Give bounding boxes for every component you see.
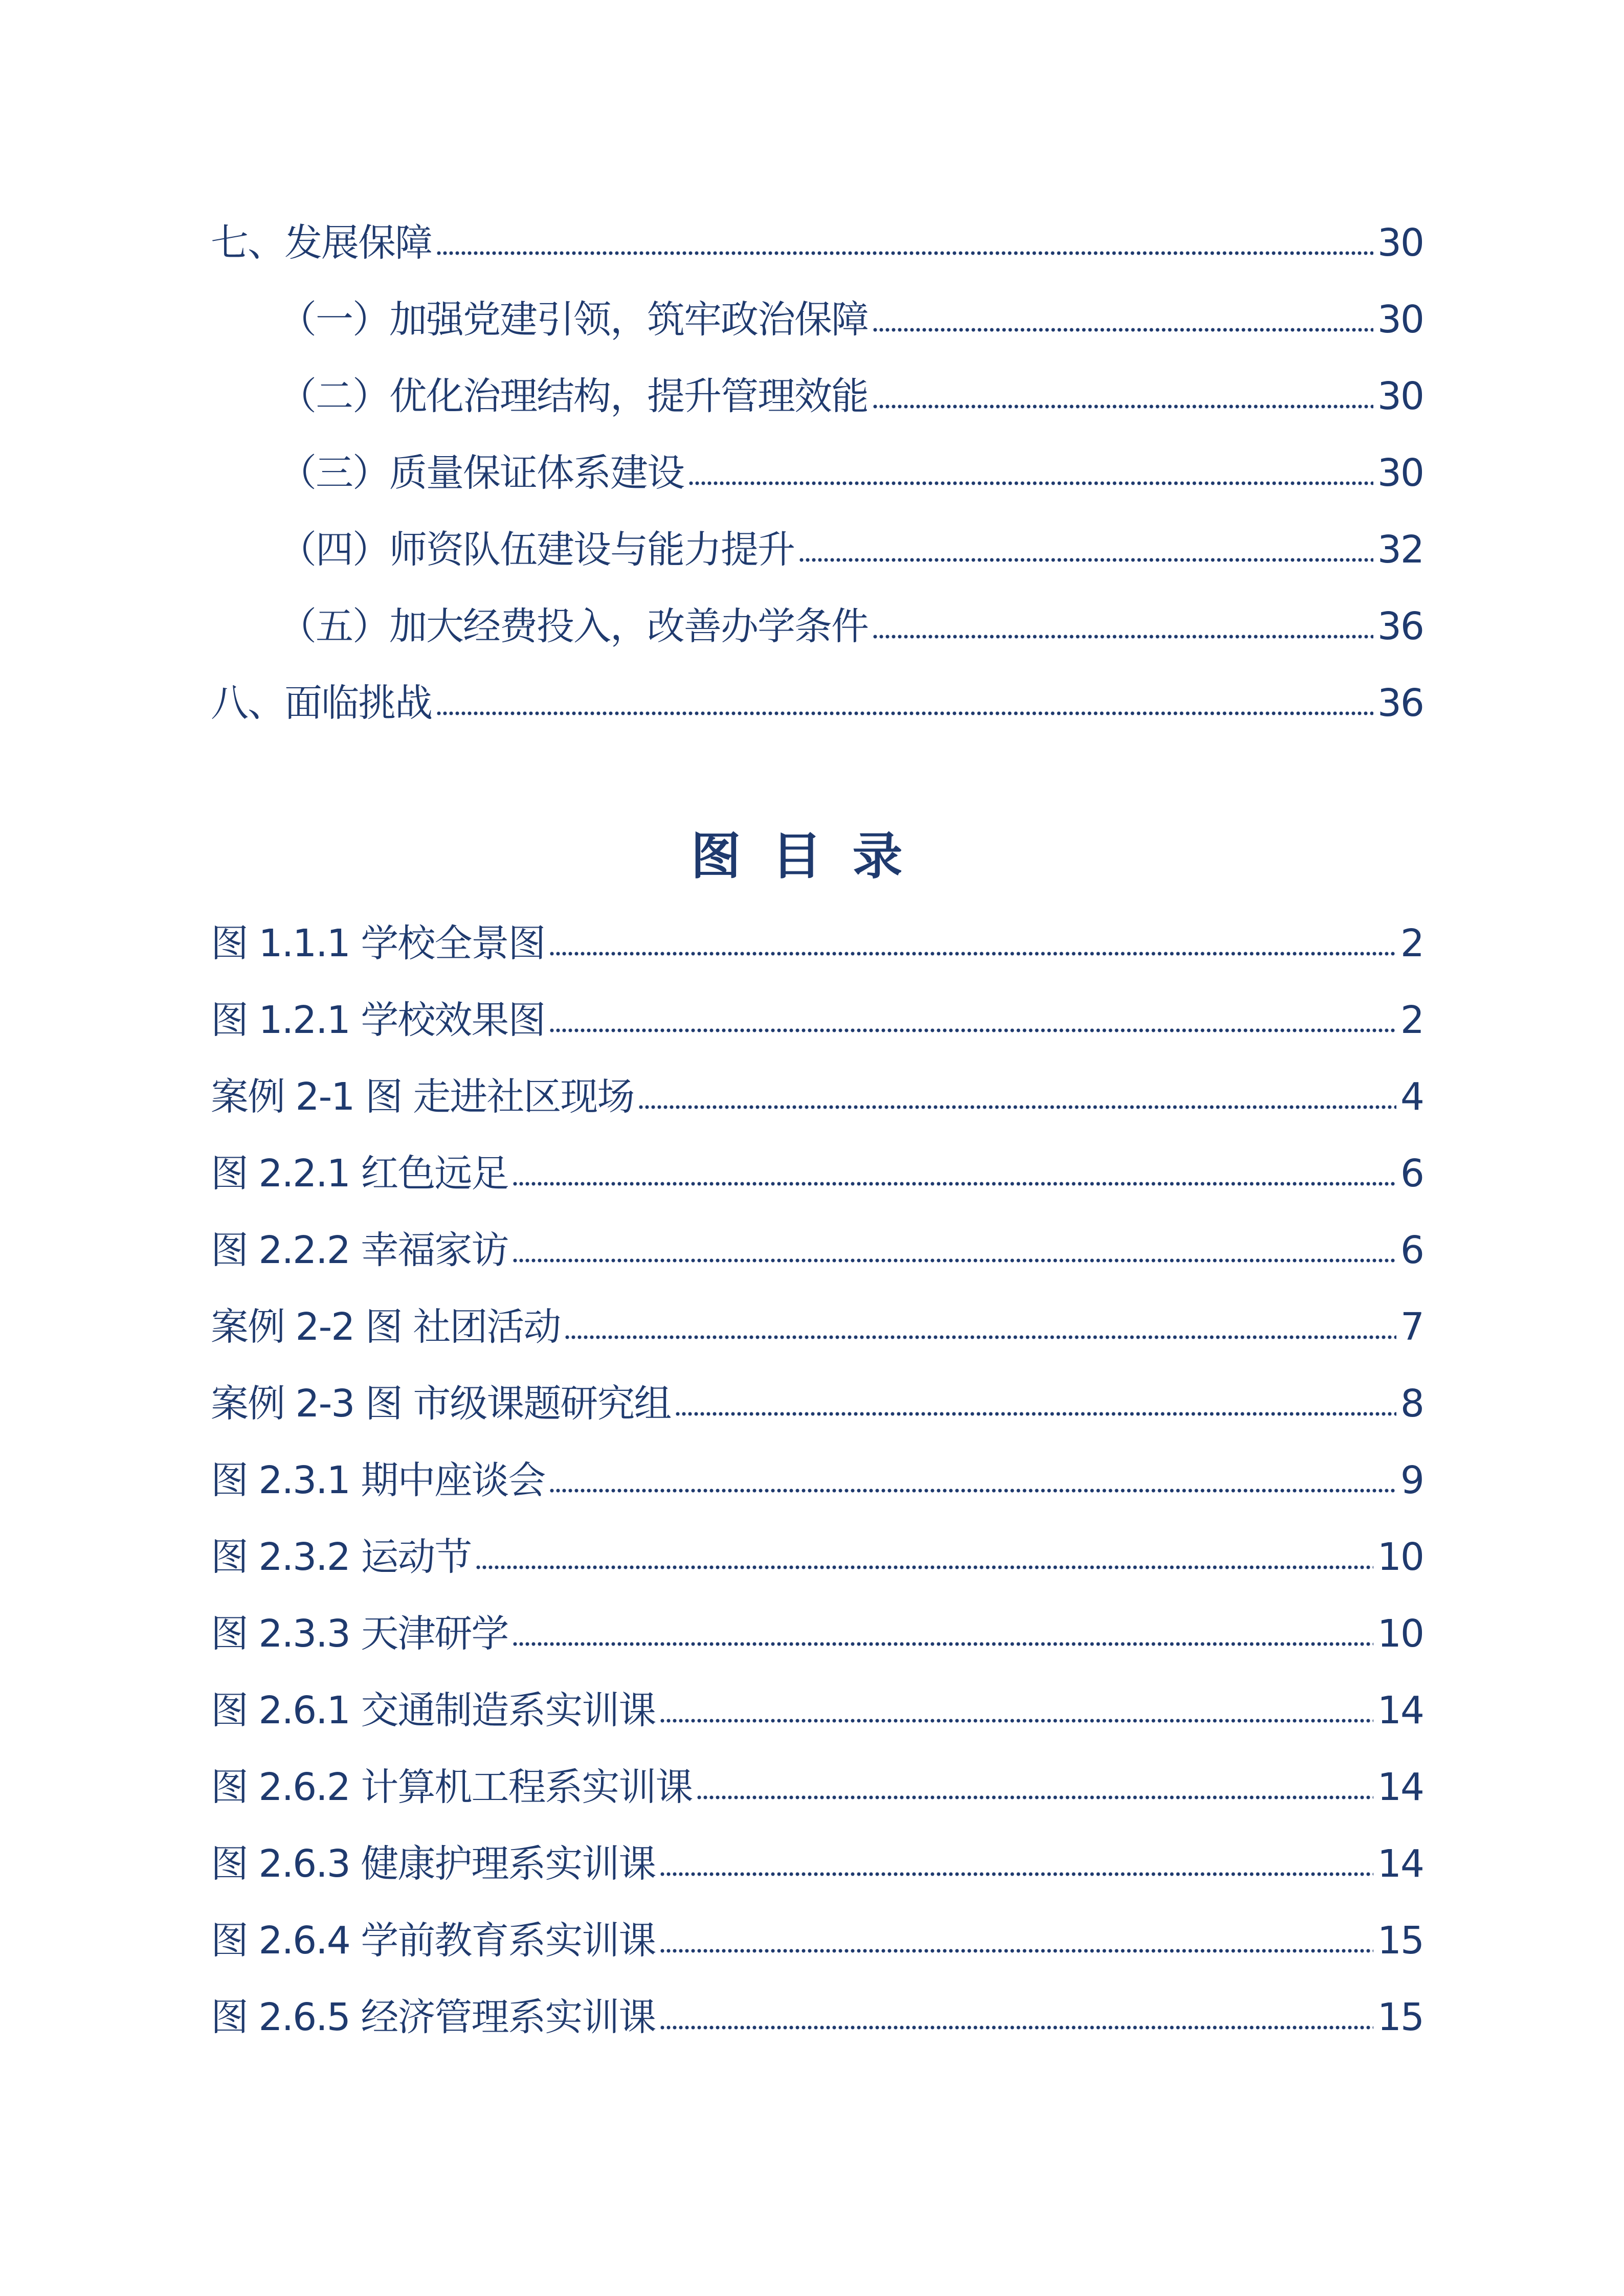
figure-entry[interactable] — [0, 1145, 1624, 1202]
figure-entry-label: 案例 2-1 图 走进社区现场 — [211, 1075, 634, 1119]
toc-entry-page: 32 — [1377, 528, 1423, 572]
figure-entry-page: 15 — [1377, 1995, 1423, 2039]
figure-entry-page: 14 — [1377, 1842, 1423, 1886]
toc-entry[interactable] — [0, 291, 1624, 348]
figure-entry[interactable] — [0, 1299, 1624, 1355]
figure-entry-label: 图 2.6.3 健康护理系实训课 — [211, 1842, 656, 1886]
figure-entry[interactable] — [0, 915, 1624, 972]
figure-entry-label: 图 2.6.2 计算机工程系实训课 — [211, 1765, 693, 1809]
dot-leader — [659, 1872, 1373, 1877]
figure-entry[interactable] — [0, 1759, 1624, 1815]
figure-entry[interactable] — [0, 1069, 1624, 1125]
figure-list-title: 图目录 — [691, 827, 933, 886]
dot-leader — [549, 1488, 1396, 1493]
figure-entry-page: 14 — [1377, 1689, 1423, 1732]
dot-leader — [675, 1411, 1396, 1416]
figure-entry[interactable] — [0, 1452, 1624, 1509]
figure-entry-page: 6 — [1400, 1152, 1423, 1196]
figure-entry-label: 图 2.2.2 幸福家访 — [211, 1228, 508, 1272]
figure-entry[interactable] — [0, 1989, 1624, 2045]
toc-entry-label: （五）加大经费投入，改善办学条件 — [279, 604, 868, 648]
toc-entry[interactable] — [0, 445, 1624, 501]
dot-leader — [872, 404, 1373, 409]
figure-entry-page: 4 — [1400, 1075, 1423, 1119]
figure-entry[interactable] — [0, 1529, 1624, 1585]
dot-leader — [512, 1258, 1396, 1263]
dot-leader — [475, 1565, 1373, 1570]
figure-entry-label: 图 2.6.1 交通制造系实训课 — [211, 1689, 656, 1732]
figure-entry-label: 图 2.6.5 经济管理系实训课 — [211, 1995, 656, 2039]
figure-entry-page: 6 — [1400, 1228, 1423, 1272]
figure-entry-page: 7 — [1400, 1305, 1423, 1349]
dot-leader — [798, 557, 1373, 562]
figure-entry-page: 10 — [1377, 1535, 1423, 1579]
dot-leader — [512, 1641, 1373, 1647]
toc-entry[interactable] — [0, 675, 1624, 731]
dot-leader — [659, 1948, 1373, 1953]
dot-leader — [688, 481, 1373, 486]
figure-entry-page: 14 — [1377, 1765, 1423, 1809]
figure-entry-label: 案例 2-2 图 社团活动 — [211, 1305, 561, 1349]
figure-entry[interactable] — [0, 1376, 1624, 1432]
toc-entry-page: 30 — [1377, 221, 1423, 265]
toc-entry[interactable] — [0, 598, 1624, 655]
dot-leader — [436, 251, 1373, 256]
toc-entry[interactable] — [0, 215, 1624, 271]
figure-entry-label: 案例 2-3 图 市级课题研究组 — [211, 1382, 671, 1426]
toc-entry-page: 36 — [1377, 681, 1423, 725]
figure-entry[interactable] — [0, 1606, 1624, 1662]
figure-entry[interactable] — [0, 1836, 1624, 1892]
figure-entry-label: 图 1.1.1 学校全景图 — [211, 921, 545, 965]
figure-entry-page: 8 — [1400, 1382, 1423, 1426]
figure-entry-label: 图 2.3.3 天津研学 — [211, 1612, 508, 1656]
dot-leader — [549, 1028, 1396, 1033]
dot-leader — [696, 1795, 1373, 1800]
dot-leader — [564, 1335, 1396, 1340]
toc-entry-label: 八、面临挑战 — [211, 681, 432, 725]
figure-entry-label: 图 2.2.1 红色远足 — [211, 1152, 508, 1196]
figure-entry-page: 9 — [1400, 1458, 1423, 1502]
toc-entry-page: 30 — [1377, 298, 1423, 342]
figure-entry[interactable] — [0, 992, 1624, 1048]
toc-entry[interactable] — [0, 368, 1624, 424]
toc-entry-label: 七、发展保障 — [211, 221, 432, 265]
figure-entry-label: 图 2.3.1 期中座谈会 — [211, 1458, 545, 1502]
toc-entry-page: 30 — [1377, 374, 1423, 418]
figure-entry[interactable] — [0, 1912, 1624, 1969]
toc-entry-page: 30 — [1377, 451, 1423, 495]
dot-leader — [638, 1105, 1396, 1110]
toc-entry-page: 36 — [1377, 604, 1423, 648]
dot-leader — [549, 951, 1396, 956]
figure-entry-page: 10 — [1377, 1612, 1423, 1656]
figure-entry-label: 图 1.2.1 学校效果图 — [211, 998, 545, 1042]
dot-leader — [512, 1181, 1396, 1186]
figure-entry-page: 2 — [1400, 998, 1423, 1042]
toc-entry-label: （二）优化治理结构，提升管理效能 — [279, 374, 868, 418]
figure-entry-label: 图 2.3.2 运动节 — [211, 1535, 472, 1579]
toc-entry-label: （一）加强党建引领，筑牢政治保障 — [279, 298, 868, 342]
toc-entry-label: （四）师资队伍建设与能力提升 — [279, 528, 794, 572]
dot-leader — [872, 634, 1373, 639]
dot-leader — [659, 1718, 1373, 1723]
dot-leader — [659, 2025, 1373, 2030]
dot-leader — [436, 711, 1373, 716]
figure-entry[interactable] — [0, 1222, 1624, 1278]
toc-entry[interactable] — [0, 522, 1624, 578]
figure-entry-label: 图 2.6.4 学前教育系实训课 — [211, 1919, 656, 1963]
dot-leader — [872, 327, 1373, 332]
toc-entry-label: （三）质量保证体系建设 — [279, 451, 684, 495]
figure-entry-page: 2 — [1400, 921, 1423, 965]
figure-entry[interactable] — [0, 1682, 1624, 1739]
figure-entry-page: 15 — [1377, 1919, 1423, 1963]
